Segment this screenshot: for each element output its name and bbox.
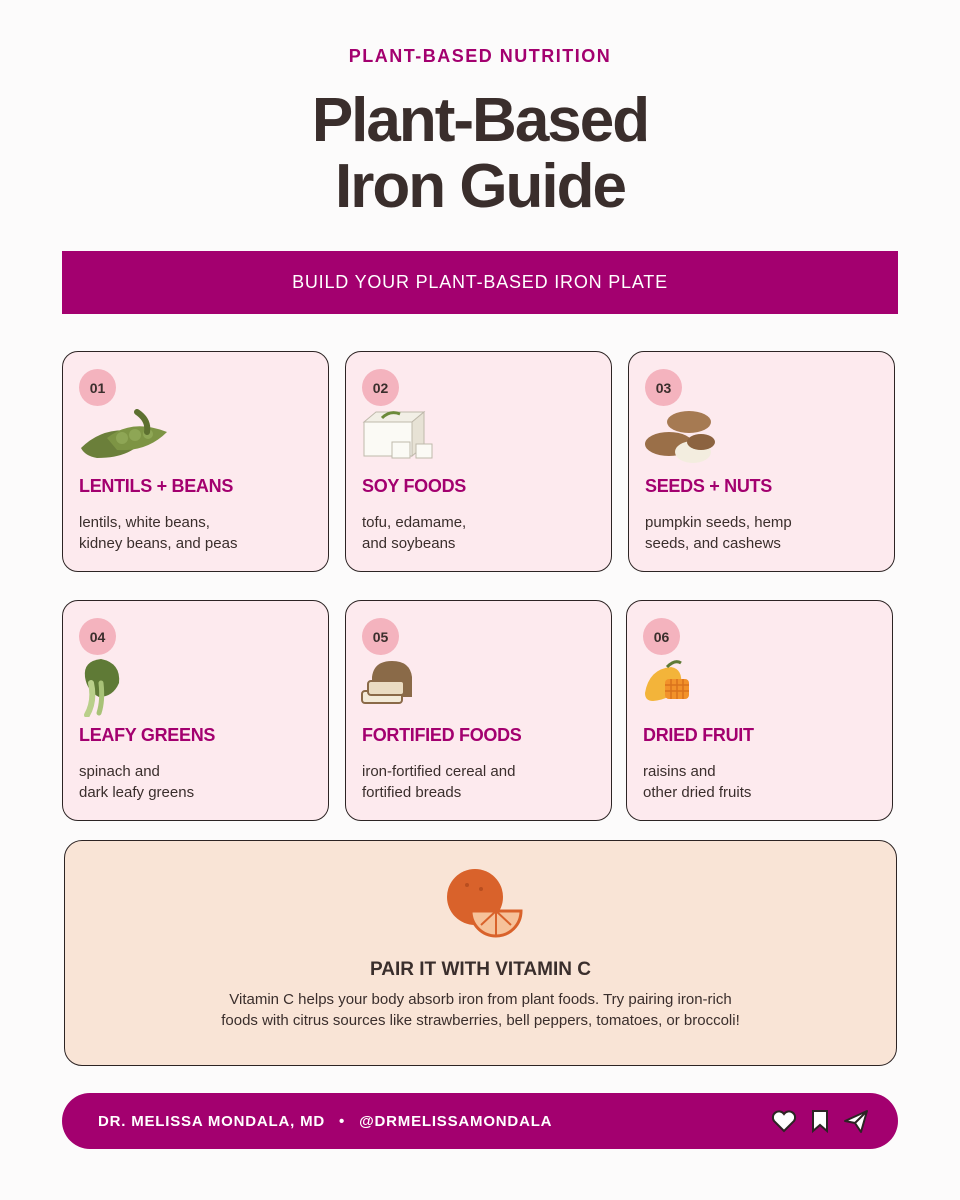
food-card-seeds-nuts xyxy=(628,351,895,572)
card-title: LEAFY GREENS xyxy=(79,725,216,745)
mango-icon xyxy=(641,657,741,717)
card-number: 04 xyxy=(79,618,116,655)
card-number: 03 xyxy=(645,369,682,406)
orange-slice-icon xyxy=(441,867,523,939)
footer-bar xyxy=(62,1093,898,1149)
bookmark-icon[interactable] xyxy=(806,1107,834,1135)
card-number: 01 xyxy=(79,369,116,406)
bok-choy-icon xyxy=(77,657,177,717)
send-icon[interactable] xyxy=(842,1107,870,1135)
food-card-dried-fruit xyxy=(626,600,893,821)
card-number: 05 xyxy=(362,618,399,655)
banner-label: BUILD YOUR PLANT-BASED IRON PLATE xyxy=(292,272,668,292)
card-number: 06 xyxy=(643,618,680,655)
food-card-leafy-greens xyxy=(62,600,329,821)
title-line-2: Iron Guide xyxy=(335,152,625,221)
card-description: iron-fortified cereal and fortified breads xyxy=(362,763,516,801)
edamame-pods-icon xyxy=(77,408,177,468)
card-description: tofu, edamame, and soybeans xyxy=(362,514,467,552)
card-description: pumpkin seeds, hemp seeds, and cashews xyxy=(645,514,792,552)
eyebrow-label: PLANT-BASED NUTRITION xyxy=(348,46,612,66)
section-banner xyxy=(62,251,898,314)
food-card-lentils-beans xyxy=(62,351,329,572)
vitamin-c-panel xyxy=(64,840,897,1066)
bread-loaf-icon xyxy=(360,657,460,717)
card-title: LENTILS + BEANS xyxy=(79,476,234,496)
card-description: lentils, white beans, kidney beans, and peas xyxy=(79,514,238,552)
social-handle[interactable]: @DRMELISSAMONDALA xyxy=(359,1112,553,1130)
card-description: spinach and dark leafy greens xyxy=(79,763,195,801)
heart-icon[interactable] xyxy=(770,1107,798,1135)
card-description: raisins and other dried fruits xyxy=(643,763,752,801)
almonds-icon xyxy=(643,408,743,468)
card-title: SEEDS + NUTS xyxy=(645,476,772,496)
tofu-cubes-icon xyxy=(360,408,460,468)
title-line-1: Plant-Based xyxy=(311,86,649,155)
food-card-fortified-foods xyxy=(345,600,612,821)
vitamin-c-title: PAIR IT WITH VITAMIN C xyxy=(370,959,591,980)
card-title: SOY FOODS xyxy=(362,476,466,496)
separator: • xyxy=(339,1112,346,1130)
food-card-soy-foods xyxy=(345,351,612,572)
social-actions xyxy=(770,1107,870,1135)
page-title xyxy=(0,88,960,220)
card-title: FORTIFIED FOODS xyxy=(362,725,522,745)
card-number: 02 xyxy=(362,369,399,406)
vitamin-c-description: Vitamin C helps your body absorb iron from plant foods. Try pairing iron-rich foods with citrus sources like strawberries, bell peppers, tomatoes, or broccoli! xyxy=(221,991,740,1029)
author-name: DR. MELISSA MONDALA, MD xyxy=(98,1112,326,1130)
card-title: DRIED FRUIT xyxy=(643,725,754,745)
